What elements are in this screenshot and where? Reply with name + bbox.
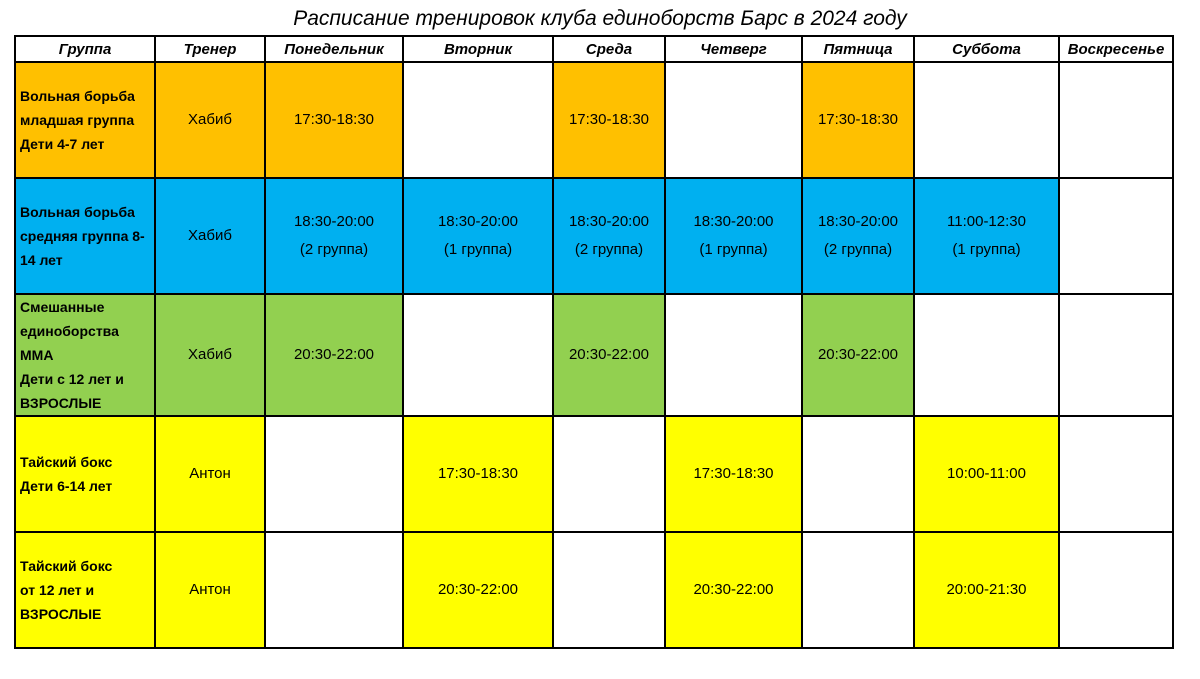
slot-note: (2 группа) <box>299 241 369 258</box>
slot-thursday <box>665 62 802 178</box>
group-cell <box>15 178 155 294</box>
header-group: Группа <box>15 36 155 62</box>
slot-friday <box>802 416 914 532</box>
header-sunday: Воскресенье <box>1059 36 1173 62</box>
slot-time: 17:30-18:30 <box>437 465 519 482</box>
slot-thursday <box>665 178 802 294</box>
group-line: Тайский бокс <box>20 454 113 470</box>
header-saturday: Суббота <box>914 36 1059 62</box>
slot-friday <box>802 62 914 178</box>
group-line: от 12 лет и <box>20 582 95 598</box>
slot-sunday <box>1059 532 1173 648</box>
slot-time: 17:30-18:30 <box>817 111 899 128</box>
group-cell <box>15 416 155 532</box>
coach-cell: Антон <box>155 532 265 648</box>
slot-time: 17:30-18:30 <box>293 111 375 128</box>
slot-wednesday <box>553 532 665 648</box>
table-row <box>15 178 1173 294</box>
slot-friday <box>802 532 914 648</box>
coach-cell: Антон <box>155 416 265 532</box>
slot-sunday <box>1059 62 1173 178</box>
coach-cell: Хабиб <box>155 62 265 178</box>
slot-friday <box>802 178 914 294</box>
slot-sunday <box>1059 294 1173 416</box>
group-line: Тайский бокс <box>20 558 113 574</box>
slot-sunday <box>1059 416 1173 532</box>
slot-wednesday <box>553 62 665 178</box>
slot-time: 20:30-22:00 <box>293 346 375 363</box>
slot-note: (1 группа) <box>443 241 513 258</box>
table-row <box>15 416 1173 532</box>
group-cell <box>15 62 155 178</box>
slot-saturday <box>914 416 1059 532</box>
header-thursday: Четверг <box>665 36 802 62</box>
group-line: Дети 4-7 лет <box>20 136 105 152</box>
slot-time: 10:00-11:00 <box>947 465 1026 482</box>
group-line: Вольная борьба <box>20 88 135 104</box>
group-line: единоборства <box>20 323 119 339</box>
slot-time: 20:30-22:00 <box>817 346 899 363</box>
slot-saturday <box>914 178 1059 294</box>
group-line: Дети с 12 лет и <box>20 371 124 387</box>
slot-time: 20:30-22:00 <box>568 346 650 363</box>
schedule-title: Расписание тренировок клуба единоборств Барс в 2024 году <box>293 7 907 30</box>
slot-tuesday <box>403 178 553 294</box>
group-cell <box>15 294 155 416</box>
header-tuesday: Вторник <box>403 36 553 62</box>
table-row <box>15 62 1173 178</box>
group-line: ВЗРОСЛЫЕ <box>20 606 102 622</box>
group-line: младшая группа <box>20 112 135 128</box>
table-row <box>15 294 1173 416</box>
group-line: 14 лет <box>20 252 63 268</box>
group-line: ММА <box>20 347 54 363</box>
slot-saturday <box>914 294 1059 416</box>
table-row <box>15 532 1173 648</box>
slot-sunday <box>1059 178 1173 294</box>
slot-friday <box>802 294 914 416</box>
slot-saturday <box>914 532 1059 648</box>
group-line: Вольная борьба <box>20 204 135 220</box>
slot-monday <box>265 416 403 532</box>
slot-time: 18:30-20:00 <box>817 213 899 230</box>
schedule-table <box>14 35 1174 649</box>
header-row <box>15 36 1173 62</box>
slot-time: 18:30-20:00 <box>437 213 519 230</box>
slot-monday <box>265 294 403 416</box>
slot-time: 17:30-18:30 <box>693 465 774 482</box>
slot-tuesday <box>403 416 553 532</box>
group-line: средняя группа 8- <box>20 228 145 244</box>
group-line: Смешанные <box>20 299 105 315</box>
slot-time: 20:00-21:30 <box>946 581 1027 598</box>
group-line: ВЗРОСЛЫЕ <box>20 395 102 411</box>
slot-saturday <box>914 62 1059 178</box>
slot-tuesday <box>403 62 553 178</box>
slot-time: 20:30-22:00 <box>693 581 774 598</box>
slot-note: (1 группа) <box>699 241 768 258</box>
header-friday: Пятница <box>802 36 914 62</box>
header-coach: Тренер <box>155 36 265 62</box>
slot-note: (2 группа) <box>823 241 893 258</box>
group-cell <box>15 532 155 648</box>
slot-thursday <box>665 532 802 648</box>
slot-tuesday <box>403 532 553 648</box>
slot-time: 18:30-20:00 <box>293 213 375 230</box>
slot-tuesday <box>403 294 553 416</box>
slot-time: 18:30-20:00 <box>693 213 774 230</box>
header-wednesday: Среда <box>553 36 665 62</box>
slot-monday <box>265 178 403 294</box>
slot-note: (1 группа) <box>952 241 1021 258</box>
coach-cell: Хабиб <box>155 294 265 416</box>
slot-time: 18:30-20:00 <box>568 213 650 230</box>
slot-time: 20:30-22:00 <box>437 581 519 598</box>
coach-cell: Хабиб <box>155 178 265 294</box>
group-line: Дети 6-14 лет <box>20 478 113 494</box>
slot-monday <box>265 62 403 178</box>
slot-wednesday <box>553 294 665 416</box>
slot-wednesday <box>553 178 665 294</box>
slot-thursday <box>665 294 802 416</box>
slot-time: 11:00-12:30 <box>947 213 1026 230</box>
slot-wednesday <box>553 416 665 532</box>
slot-time: 17:30-18:30 <box>568 111 650 128</box>
slot-note: (2 группа) <box>574 241 644 258</box>
slot-thursday <box>665 416 802 532</box>
slot-monday <box>265 532 403 648</box>
header-monday: Понедельник <box>265 36 403 62</box>
